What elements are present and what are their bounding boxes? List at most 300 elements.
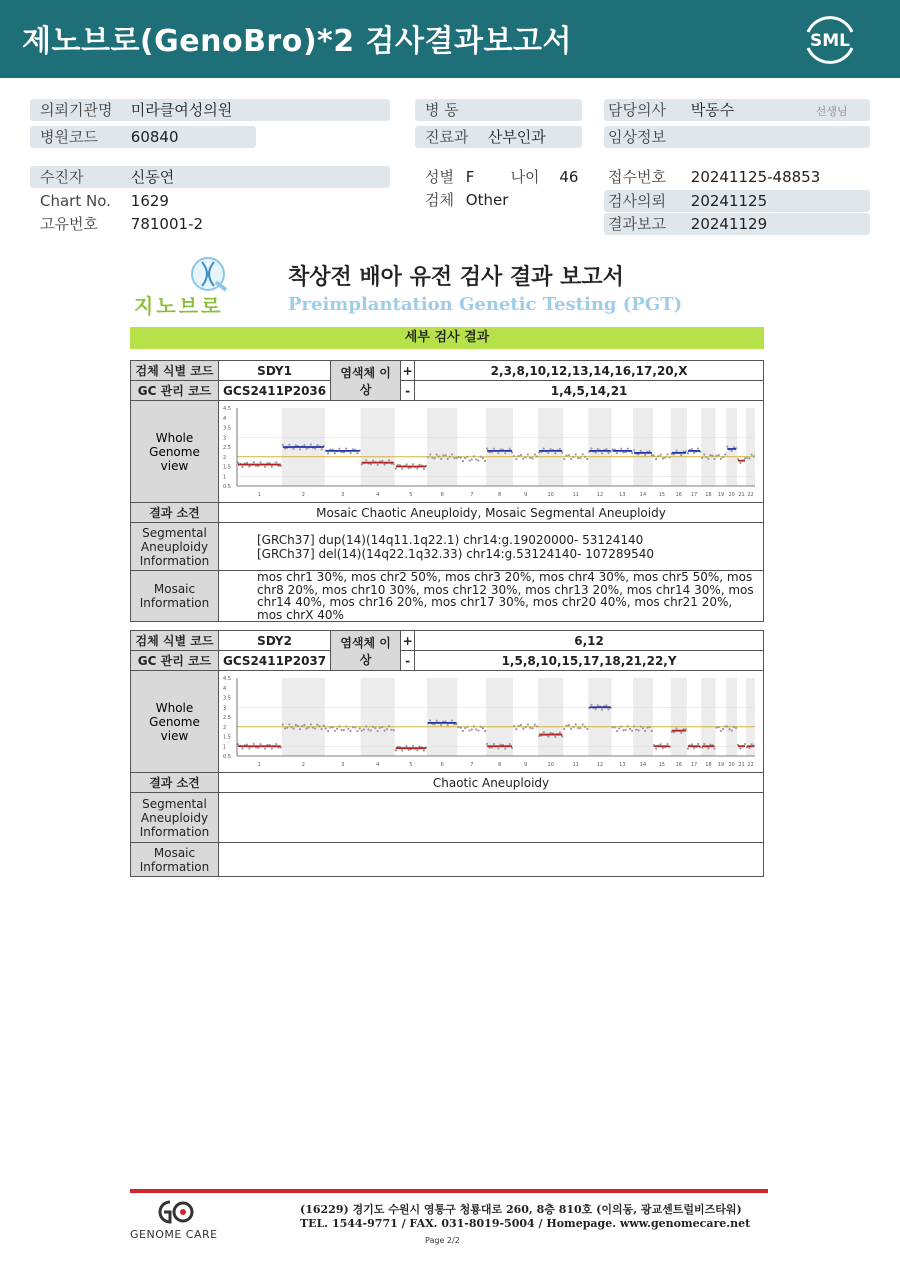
data-point <box>565 724 567 726</box>
report-header <box>130 252 770 322</box>
plus-sign: + <box>401 361 415 381</box>
minus-sign: - <box>401 381 415 401</box>
data-point <box>460 456 462 458</box>
data-point <box>543 447 545 449</box>
data-point <box>275 461 277 463</box>
data-point <box>644 454 646 456</box>
ward-label: 병 동 <box>425 101 459 119</box>
sample-code-value: SDY2 <box>219 631 331 651</box>
data-point <box>286 726 288 728</box>
segmental-label: Segmental Aneuploidy Information <box>131 793 219 843</box>
data-point <box>468 729 470 731</box>
data-point <box>464 727 466 729</box>
data-point <box>299 727 301 729</box>
data-point <box>451 453 453 455</box>
data-point <box>527 723 529 725</box>
table-row <box>131 401 764 503</box>
data-point <box>423 467 425 469</box>
data-point <box>627 725 629 727</box>
genome-view-label: Whole Genome view <box>131 401 219 503</box>
genobro-logo-text: 지노브로 <box>134 294 224 318</box>
data-point <box>640 725 642 727</box>
data-point <box>444 454 446 456</box>
data-point <box>471 728 473 730</box>
data-point <box>377 463 379 465</box>
data-point <box>264 465 266 467</box>
finding-label: 결과 소견 <box>131 773 219 793</box>
data-point <box>633 449 635 451</box>
data-point <box>715 454 717 456</box>
data-point <box>361 729 363 731</box>
sample-table-1 <box>130 360 764 622</box>
report-date-row <box>604 213 870 235</box>
data-point <box>401 749 403 751</box>
data-point <box>662 746 664 748</box>
data-point <box>524 726 526 728</box>
data-point <box>356 729 358 731</box>
y-tick-label: 3 <box>223 434 227 441</box>
finding-value: Mosaic Chaotic Aneuploidy, Mosaic Segmental Aneuploidy <box>219 503 764 523</box>
doctor-row <box>604 99 870 121</box>
data-point <box>290 726 292 728</box>
data-point <box>429 719 431 721</box>
chrom-band <box>633 408 653 486</box>
chrom-band <box>427 678 457 756</box>
data-point <box>713 457 715 459</box>
data-point <box>531 727 533 729</box>
data-point <box>497 747 499 749</box>
data-point <box>680 453 682 455</box>
data-point <box>383 729 385 731</box>
data-point <box>601 452 603 454</box>
data-point <box>314 447 316 449</box>
data-point <box>451 719 453 721</box>
age-value: 46 <box>559 168 579 186</box>
x-tick-label: 22 <box>747 491 754 498</box>
data-point <box>561 735 563 737</box>
x-tick-label: 20 <box>728 761 735 768</box>
data-point <box>383 463 385 465</box>
x-tick-label: 13 <box>619 761 626 768</box>
hospital-code-row <box>30 126 256 148</box>
segmental-value <box>219 523 764 571</box>
x-tick-label: 5 <box>409 761 413 768</box>
data-point <box>595 451 597 453</box>
data-point <box>282 443 284 445</box>
table-row <box>131 571 764 622</box>
data-point <box>327 452 329 454</box>
chrom-band <box>633 678 653 756</box>
data-point <box>649 726 651 728</box>
data-point <box>388 725 390 727</box>
data-point <box>436 719 438 721</box>
receipt-row <box>604 166 870 188</box>
hospital-code-label: 병원코드 <box>40 128 98 146</box>
data-point <box>642 727 644 729</box>
sml-logo <box>800 14 860 64</box>
data-point <box>518 454 520 456</box>
chrom-abn-label: 염색체 이상 <box>331 361 401 401</box>
data-point <box>724 725 726 727</box>
data-point <box>372 725 374 727</box>
id-value: 781001-2 <box>130 215 203 233</box>
data-point <box>666 742 668 744</box>
x-tick-label: 19 <box>717 491 725 498</box>
data-point <box>547 451 549 453</box>
genome-care-logo-icon <box>150 1198 200 1226</box>
data-point <box>751 453 753 455</box>
data-point <box>655 457 657 459</box>
data-point <box>343 728 345 730</box>
data-point <box>513 455 515 457</box>
request-row <box>604 190 870 212</box>
data-point <box>457 455 459 457</box>
y-tick-label: 3.5 <box>223 695 231 701</box>
data-point <box>248 465 250 467</box>
section-title: 세부 검사 결과 <box>130 327 764 349</box>
data-point <box>563 457 565 459</box>
data-point <box>350 729 352 731</box>
mosaic-label: Mosaic Information <box>131 571 219 622</box>
data-point <box>640 449 642 451</box>
data-point <box>377 729 379 731</box>
data-point <box>687 747 689 749</box>
data-point <box>275 742 277 744</box>
data-point <box>259 461 261 463</box>
genome-view-cell <box>219 671 764 773</box>
sex-age-row <box>425 166 595 188</box>
data-point <box>338 447 340 449</box>
x-tick-label: 7 <box>470 761 474 768</box>
data-point <box>264 747 266 749</box>
data-point <box>618 727 620 729</box>
data-point <box>675 727 677 729</box>
y-tick-label: 4.5 <box>223 675 231 682</box>
data-point <box>390 728 392 730</box>
x-tick-label: 6 <box>440 491 444 498</box>
data-point <box>559 447 561 449</box>
data-point <box>607 451 609 453</box>
data-point <box>509 743 511 745</box>
data-point <box>393 729 395 731</box>
data-point <box>724 453 726 455</box>
data-point <box>527 453 529 455</box>
report-header-title: 착상전 배아 유전 검사 결과 보고서 <box>288 265 624 290</box>
dept-row <box>415 126 582 148</box>
page-number: Page 2/2 <box>425 1236 460 1245</box>
data-point <box>345 447 347 449</box>
clinical-label: 임상정보 <box>608 128 666 146</box>
doctor-value: 박동수 <box>690 101 735 119</box>
x-tick-label: 3 <box>341 491 345 498</box>
data-point <box>744 742 746 744</box>
chrom-band <box>486 408 513 486</box>
chrom-band <box>746 678 755 756</box>
data-point <box>361 463 363 465</box>
x-tick-label: 14 <box>639 491 647 498</box>
chrom-band <box>671 408 687 486</box>
data-point <box>504 747 506 749</box>
data-point <box>733 725 735 727</box>
chrom-band <box>538 678 563 756</box>
x-tick-label: 8 <box>497 761 502 768</box>
data-point <box>748 457 750 459</box>
dept-value: 산부인과 <box>487 128 546 146</box>
data-point <box>735 726 737 728</box>
data-point <box>572 725 574 727</box>
y-tick-label: 2 <box>223 724 227 731</box>
mosaic-label: Mosaic Information <box>131 843 219 877</box>
x-tick-label: 1 <box>257 491 261 498</box>
data-point <box>305 447 307 449</box>
x-tick-label: 9 <box>523 761 528 768</box>
y-tick-label: 1.5 <box>223 464 231 470</box>
data-point <box>726 725 728 727</box>
id-row <box>30 213 390 235</box>
chrom-band <box>361 408 395 486</box>
data-point <box>680 731 682 733</box>
data-point <box>438 455 440 457</box>
x-tick-label: 12 <box>596 761 604 768</box>
data-point <box>374 727 376 729</box>
x-tick-label: 5 <box>409 491 413 498</box>
data-point <box>575 723 577 725</box>
data-point <box>310 723 312 725</box>
data-point <box>295 444 297 446</box>
data-point <box>271 747 273 749</box>
data-point <box>513 725 515 727</box>
data-point <box>466 455 468 457</box>
y-tick-label: 1 <box>223 743 227 750</box>
data-point <box>653 454 655 456</box>
data-point <box>241 465 243 467</box>
data-point <box>370 729 372 731</box>
data-point <box>318 725 320 727</box>
data-point <box>484 729 486 731</box>
hospital-label: 의뢰기관명 <box>40 101 113 119</box>
request-value: 20241125 <box>690 192 768 210</box>
data-point <box>365 459 367 461</box>
data-point <box>447 457 449 459</box>
data-point <box>321 448 323 450</box>
data-point <box>440 457 442 459</box>
sample-table-2 <box>130 630 764 877</box>
data-point <box>321 727 323 729</box>
data-point <box>625 728 627 730</box>
data-point <box>547 735 549 737</box>
sample-code-value: SDY1 <box>219 361 331 381</box>
data-point <box>614 726 616 728</box>
data-point <box>726 445 728 447</box>
plus-chromosomes: 2,3,8,10,12,13,14,16,17,20,X <box>415 361 764 381</box>
data-point <box>486 447 488 449</box>
x-tick-label: 11 <box>572 761 579 768</box>
chrom-band <box>588 678 611 756</box>
genome-view-cell <box>219 401 764 503</box>
y-tick-label: 3.5 <box>223 425 231 431</box>
chrom-band <box>726 678 737 756</box>
data-point <box>531 457 533 459</box>
data-point <box>720 729 722 731</box>
data-point <box>644 729 646 731</box>
data-point <box>534 723 536 725</box>
data-point <box>607 708 609 710</box>
data-point <box>303 723 305 725</box>
x-tick-label: 17 <box>690 761 698 768</box>
data-point <box>464 457 466 459</box>
data-point <box>534 453 536 455</box>
data-point <box>629 727 631 729</box>
data-point <box>334 452 336 454</box>
mosaic-value <box>219 843 764 877</box>
data-point <box>246 461 248 463</box>
plus-sign: + <box>401 631 415 651</box>
data-point <box>282 723 284 725</box>
data-point <box>475 458 477 460</box>
y-tick-label: 3 <box>223 704 227 711</box>
data-point <box>709 454 711 456</box>
data-point <box>515 727 517 729</box>
age-label: 나이 <box>510 168 540 186</box>
data-point <box>429 453 431 455</box>
report-title: 제노브로(GenoBro)*2 검사결과보고서 <box>22 24 572 59</box>
data-point <box>462 459 464 461</box>
chart-row <box>30 190 390 212</box>
x-tick-label: 19 <box>717 761 725 768</box>
data-point <box>575 453 577 455</box>
data-point <box>345 725 347 727</box>
footer-divider <box>130 1189 768 1193</box>
data-point <box>462 729 464 731</box>
data-point <box>504 452 506 454</box>
data-point <box>301 724 303 726</box>
data-point <box>586 727 588 729</box>
data-point <box>739 461 741 463</box>
data-point <box>657 455 659 457</box>
x-tick-label: 11 <box>572 491 579 498</box>
data-point <box>582 453 584 455</box>
data-point <box>616 729 618 731</box>
data-point <box>568 724 570 726</box>
x-tick-label: 10 <box>547 491 554 498</box>
footer-address <box>300 1203 750 1231</box>
data-point <box>570 457 572 459</box>
data-point <box>310 443 312 445</box>
data-point <box>338 725 340 727</box>
data-point <box>620 725 622 727</box>
chrom-band <box>361 678 395 756</box>
sample-code-label: 검체 식별 코드 <box>131 361 219 381</box>
gc-code-label: GC 관리 코드 <box>131 381 219 401</box>
gc-code-label: GC 관리 코드 <box>131 651 219 671</box>
data-point <box>543 731 545 733</box>
data-point <box>427 456 429 458</box>
data-point <box>590 447 592 449</box>
y-tick-label: 2.5 <box>223 714 231 721</box>
x-tick-label: 2 <box>301 491 305 498</box>
data-point <box>253 461 255 463</box>
data-point <box>468 459 470 461</box>
data-point <box>529 726 531 728</box>
genome-care-logo-text: GENOME CARE <box>130 1228 218 1241</box>
chart-value: 1629 <box>130 192 169 210</box>
minus-chromosomes: 1,4,5,14,21 <box>415 381 764 401</box>
data-point <box>669 456 671 458</box>
data-point <box>570 727 572 729</box>
x-tick-label: 13 <box>619 491 626 498</box>
data-point <box>718 454 720 456</box>
data-point <box>416 467 418 469</box>
data-point <box>460 726 462 728</box>
data-point <box>597 704 599 706</box>
data-point <box>412 744 414 746</box>
id-label: 고유번호 <box>40 215 98 233</box>
data-point <box>493 742 495 744</box>
x-tick-label: 22 <box>747 761 754 768</box>
genobro-dna-icon <box>180 252 230 292</box>
data-point <box>447 723 449 725</box>
table-row <box>131 361 764 381</box>
y-tick-label: 4 <box>223 685 227 692</box>
data-point <box>359 727 361 729</box>
data-point <box>308 726 310 728</box>
table-row <box>131 671 764 773</box>
data-point <box>554 735 556 737</box>
data-point <box>577 726 579 728</box>
table-row <box>131 651 764 671</box>
data-point <box>352 726 354 728</box>
sml-logo-text: SML <box>810 31 850 51</box>
data-point <box>520 723 522 725</box>
data-point <box>691 447 693 449</box>
y-tick-label: 2.5 <box>223 444 231 451</box>
data-point <box>693 451 695 453</box>
data-point <box>590 703 592 705</box>
data-point <box>433 457 435 459</box>
data-point <box>412 463 414 465</box>
y-tick-label: 4 <box>223 415 227 422</box>
data-point <box>705 455 707 457</box>
data-point <box>746 456 748 458</box>
data-point <box>713 747 715 749</box>
report-header-subtitle: Preimplantation Genetic Testing (PGT) <box>288 294 683 315</box>
data-point <box>482 457 484 459</box>
table-row <box>131 381 764 401</box>
report-date-label: 결과보고 <box>608 215 666 233</box>
data-point <box>284 727 286 729</box>
data-point <box>367 728 369 730</box>
data-point <box>295 723 297 725</box>
data-point <box>728 728 730 730</box>
data-point <box>605 448 607 450</box>
data-point <box>597 447 599 449</box>
x-tick-label: 7 <box>470 491 474 498</box>
data-point <box>329 726 331 728</box>
data-point <box>370 463 372 465</box>
data-point <box>662 457 664 459</box>
data-point <box>418 745 420 747</box>
y-tick-label: 2 <box>223 454 227 461</box>
chrom-band <box>538 408 563 486</box>
data-point <box>731 729 733 731</box>
data-point <box>431 456 433 458</box>
data-point <box>577 456 579 458</box>
data-point <box>620 447 622 449</box>
data-point <box>584 725 586 727</box>
data-point <box>297 724 299 726</box>
data-point <box>475 728 477 730</box>
table-row <box>131 523 764 571</box>
